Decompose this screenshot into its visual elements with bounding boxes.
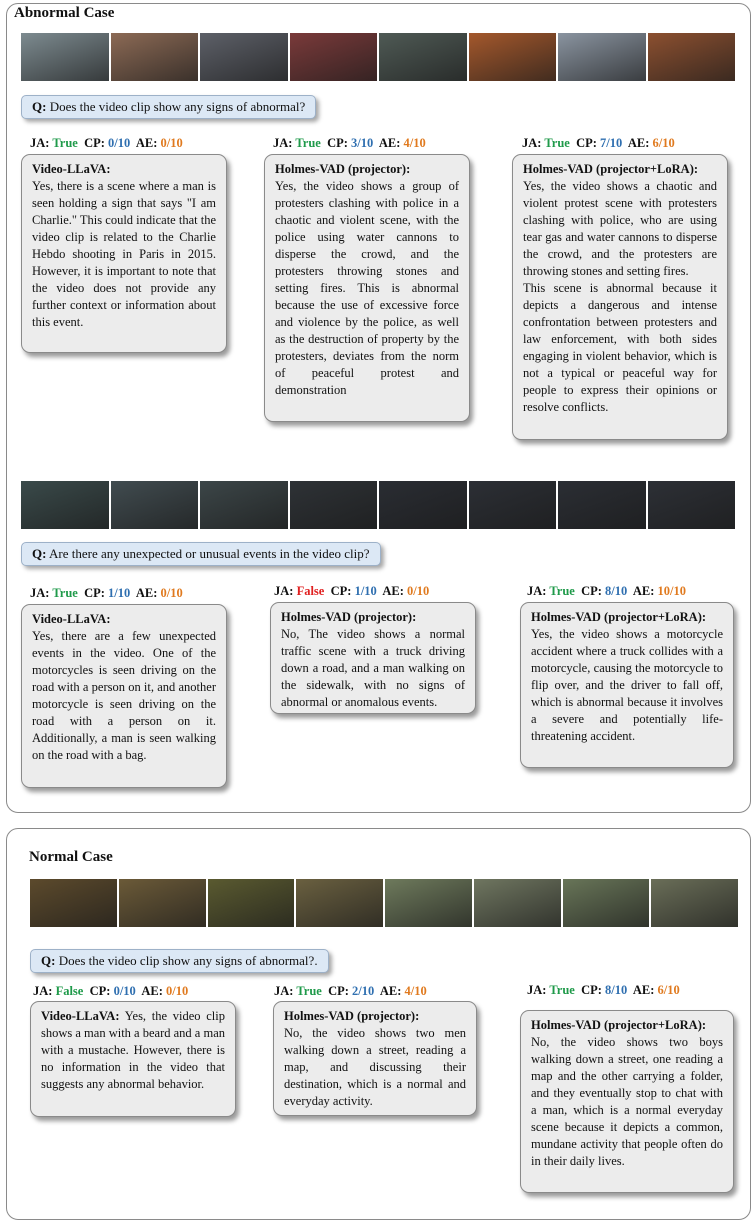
cp-label: CP: [576, 136, 597, 150]
model-name: Video-LLaVA: [32, 612, 111, 626]
answer-text: Yes, there is a scene where a man is seen holding a sign that says "I am Charlie." This could indicate that the video clip is related to the Charlie Hebdo shooting in Paris in 2015. However, it is important to note that the video does not provide any further context or information about this event. [32, 179, 216, 329]
ja-label: JA: [522, 136, 542, 150]
video-frame [558, 481, 646, 529]
ae-value: 0/10 [166, 984, 189, 998]
cp-value: 7/10 [600, 136, 623, 150]
ja-value: True [52, 136, 78, 150]
cp-value: 0/10 [108, 136, 131, 150]
metrics-row [527, 584, 686, 599]
ja-label: JA: [273, 136, 293, 150]
cp-label: CP: [89, 984, 111, 998]
answer-text: No, The video shows a normal traffic scene with a truck driving down a road, and a man walking on the sidewalk, with no signs of abnormal or anomalous events. [281, 627, 465, 709]
ae-value: 0/10 [160, 586, 183, 600]
model-name: Holmes-VAD (projector+LoRA): [531, 610, 707, 624]
video-frame [200, 481, 288, 529]
ae-label: AE: [627, 136, 650, 150]
video-frame [111, 33, 199, 81]
cp-label: CP: [84, 136, 105, 150]
video-frame [558, 33, 646, 81]
ja-value: True [544, 136, 570, 150]
model-name: Holmes-VAD (projector): [275, 162, 411, 176]
ja-value: True [549, 584, 575, 598]
ja-label: JA: [30, 136, 50, 150]
ae-label: AE: [378, 136, 401, 150]
video-frame [200, 33, 288, 81]
question-text: Does the video clip show any signs of abnormal?. [58, 953, 318, 968]
ja-label: JA: [274, 584, 294, 598]
ja-label: JA: [30, 586, 50, 600]
cp-label: CP: [328, 984, 349, 998]
answer-box [30, 1001, 236, 1117]
cp-value: 1/10 [108, 586, 131, 600]
answer-text: This scene is abnormal because it depicts a dangerous and intense confrontation between protesters and law enforcement, with both sides engaging in violent behavior, which is not a typical or peaceful way for people to express their opinions or resolve conflicts. [523, 281, 717, 414]
metrics-row [274, 584, 429, 599]
ae-label: AE: [379, 984, 402, 998]
video-frame [379, 481, 467, 529]
ja-value: False [296, 584, 325, 598]
video-frame [474, 879, 561, 927]
ja-value: True [52, 586, 78, 600]
question-box [21, 542, 381, 566]
model-name: Video-LLaVA: [32, 162, 111, 176]
ae-value: 0/10 [160, 136, 183, 150]
video-frame [111, 481, 199, 529]
metrics-row [30, 136, 183, 151]
cp-label: CP: [327, 136, 348, 150]
ae-label: AE: [141, 984, 163, 998]
video-frame [648, 33, 736, 81]
ja-label: JA: [33, 984, 53, 998]
answer-text: Yes, the video shows a motorcycle accident where a truck collides with a motorcycle, causing the motorcycle to flip over, and the driver to fall off, which is abnormal because it involves a severe and potentially life-threatening accident. [531, 627, 723, 743]
model-name: Holmes-VAD (projector+LoRA): [523, 162, 699, 176]
model-name: Holmes-VAD (projector): [281, 610, 417, 624]
answer-box [264, 154, 470, 422]
ja-label: JA: [527, 584, 547, 598]
model-name: Video-LLaVA: [41, 1009, 120, 1023]
answer-box [270, 602, 476, 714]
video-frame [469, 33, 557, 81]
ae-label: AE: [632, 983, 655, 997]
metrics-row [522, 136, 675, 151]
ja-label: JA: [527, 983, 547, 997]
cp-label: CP: [581, 983, 602, 997]
video-frame [469, 481, 557, 529]
ja-value: True [295, 136, 321, 150]
video-frame [290, 481, 378, 529]
video-frame [208, 879, 295, 927]
cp-value: 1/10 [354, 584, 377, 598]
answer-box [273, 1001, 477, 1116]
answer-box [520, 1010, 734, 1193]
cp-value: 8/10 [605, 983, 628, 997]
ae-value: 6/10 [652, 136, 675, 150]
answer-box [21, 604, 227, 788]
metrics-row [30, 586, 183, 601]
answer-text: No, the video shows two boys walking down a street, one reading a map and the other carrying a folder, and they eventually stop to chat with a man, which is a normal everyday scene because it depicts a common, mundane activity that people often do in their daily lives. [531, 1035, 723, 1168]
video-frame [290, 33, 378, 81]
ja-value: True [549, 983, 575, 997]
ae-value: 4/10 [404, 984, 427, 998]
video-frame [379, 33, 467, 81]
question-box [21, 95, 316, 119]
model-name: Holmes-VAD (projector+LoRA): [531, 1018, 707, 1032]
question-label: Q: [41, 953, 56, 968]
ae-value: 4/10 [403, 136, 426, 150]
ae-value: 0/10 [407, 584, 430, 598]
video-frame [21, 481, 109, 529]
answer-text: No, the video shows two men walking down a street, reading a map, and discussing their destination, which is a normal and everyday activity. [284, 1026, 466, 1108]
question-text: Are there any unexpected or unusual events in the video clip? [49, 546, 370, 561]
cp-value: 0/10 [113, 984, 136, 998]
model-name: Holmes-VAD (projector): [284, 1009, 420, 1023]
ae-value: 6/10 [657, 983, 680, 997]
metrics-row [527, 983, 680, 998]
cp-label: CP: [84, 586, 105, 600]
answer-text: Yes, the video shows a group of protesters clashing with police in a chaotic and violent scene, with the police using water cannons to disperse the crowd, and the protesters throwing stones and setting fires. This is abnormal because the use of excessive force and violence by the police, as well as the destruction of property by the protesters, deviates from the norm of peaceful protest and demonstration [275, 179, 459, 397]
ae-label: AE: [382, 584, 404, 598]
answer-text: Yes, there are a few unexpected events in the video. One of the motorcycles is seen driving on the road with a person on it, and another motorcycle is seen driving on the road with a person on it. Additionally, a man is seen walking on the road with a bag. [32, 629, 216, 762]
cp-label: CP: [330, 584, 352, 598]
question-box [30, 949, 329, 973]
ae-label: AE: [135, 136, 158, 150]
cp-value: 3/10 [351, 136, 374, 150]
ae-label: AE: [135, 586, 158, 600]
ja-label: JA: [274, 984, 294, 998]
video-frame [648, 481, 736, 529]
metrics-row [274, 984, 427, 999]
video-frame [651, 879, 738, 927]
video-frame [119, 879, 206, 927]
metrics-row [33, 984, 188, 999]
video-frame-strip-2 [21, 481, 735, 529]
normal-case-title: Normal Case [29, 849, 113, 865]
cp-label: CP: [581, 584, 602, 598]
abnormal-case-title: Abnormal Case [14, 5, 115, 21]
answer-box [520, 602, 734, 768]
answer-text: Yes, the video clip shows a man with a beard and a man with a mustache. However, there is no information in the video that suggests any abnormal behavior. [41, 1009, 225, 1091]
video-frame [21, 33, 109, 81]
cp-value: 2/10 [352, 984, 375, 998]
cp-value: 8/10 [605, 584, 628, 598]
answer-box [21, 154, 227, 353]
ae-value: 10/10 [657, 584, 686, 598]
video-frame [30, 879, 117, 927]
question-text: Does the video clip show any signs of abnormal? [49, 99, 306, 114]
ja-value: True [296, 984, 322, 998]
ae-label: AE: [632, 584, 655, 598]
video-frame [385, 879, 472, 927]
answer-box [512, 154, 728, 440]
video-frame [563, 879, 650, 927]
video-frame-strip-1 [21, 33, 735, 81]
answer-text: Yes, the video shows a chaotic and violent protest scene with protesters clashing with police, who are using tear gas and water cannons to disperse the crowd, and the protesters are throwing stones and setting fires. [523, 179, 717, 278]
question-label: Q: [32, 99, 47, 114]
ja-value: False [55, 984, 84, 998]
video-frame-strip-3 [30, 879, 738, 927]
metrics-row [273, 136, 426, 151]
video-frame [296, 879, 383, 927]
question-label: Q: [32, 546, 47, 561]
